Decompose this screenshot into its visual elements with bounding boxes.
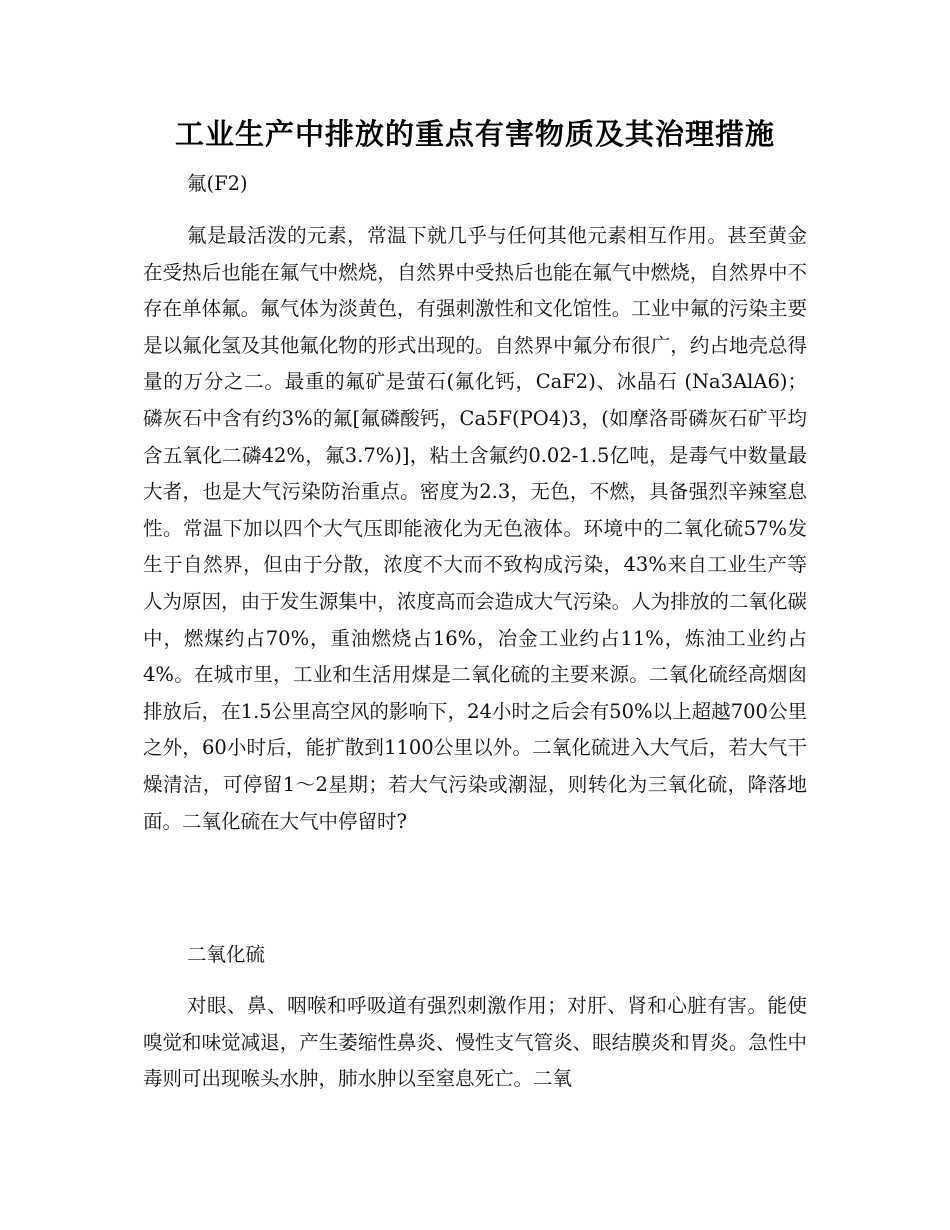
paragraph-sulfur-dioxide: 对眼、鼻、咽喉和呼吸道有强烈刺激作用；对肝、肾和心脏有害。能使嗅觉和味觉减退，产生萎缩性鼻炎、慢性支气管炎、眼结膜炎和胃炎。急性中毒则可出现喉头水肿，肺水肿以至窒息死亡。二氧 (143, 994, 807, 1091)
section-heading-sulfur-dioxide: 二氧化硫 (187, 943, 266, 966)
document-title: 工业生产中排放的重点有害物质及其治理措施 (174, 117, 775, 151)
paragraph-fluorine: 氟是最活泼的元素，常温下就几乎与任何其他元素相互作用。甚至黄金在受热后也能在氟气中燃烧，自然界中受热后也能在氟气中燃烧，自然界中不存在单体氟。氟气体为淡黄色，有强刺激性和文化馆性。工业中氟的污染主要是以氟化氢及其他氟化物的形式出现的。自然界中氟分布很广，约占地壳总得量的万分之二。最重的氟矿是萤石(氟化钙，CaF2)、冰晶石 (Na3AlA6)；磷灰石中含有约3%的氟[氟磷酸钙，Ca5F(PO4)3，(如摩洛哥磷灰石矿平均含五氧化二磷42%，氟3.7%)]，粘土含氟约0.02-1.5亿吨，是毒气中数量最大者，也是大气污染防治重点。密度为2.3，无色，不燃，具备强烈辛辣窒息性。常温下加以四个大气压即能液化为无色液体。环境中的二氧化硫57%发生于自然界，但由于分散，浓度不大而不致构成污染，43%来自工业生产等人为原因，由于发生源集中，浓度高而会造成大气污染。人为排放的二氧化碳中，燃煤约占70%，重油燃烧占16%，冶金工业约占11%，炼油工业约占4%。在城市里，工业和生活用煤是二氧化硫的主要来源。二氧化硫经高烟囱排放后，在1.5公里高空风的影响下，24小时之后会有50%以上超越700公里之外，60小时后，能扩散到1100公里以外。二氧化硫进入大气后，若大气干燥清洁，可停留1～2星期；若大气污染或潮湿，则转化为三氧化硫，降落地面。二氧化硫在大气中停留时? (143, 224, 807, 833)
section-heading-fluorine: 氟(F2) (187, 172, 248, 195)
